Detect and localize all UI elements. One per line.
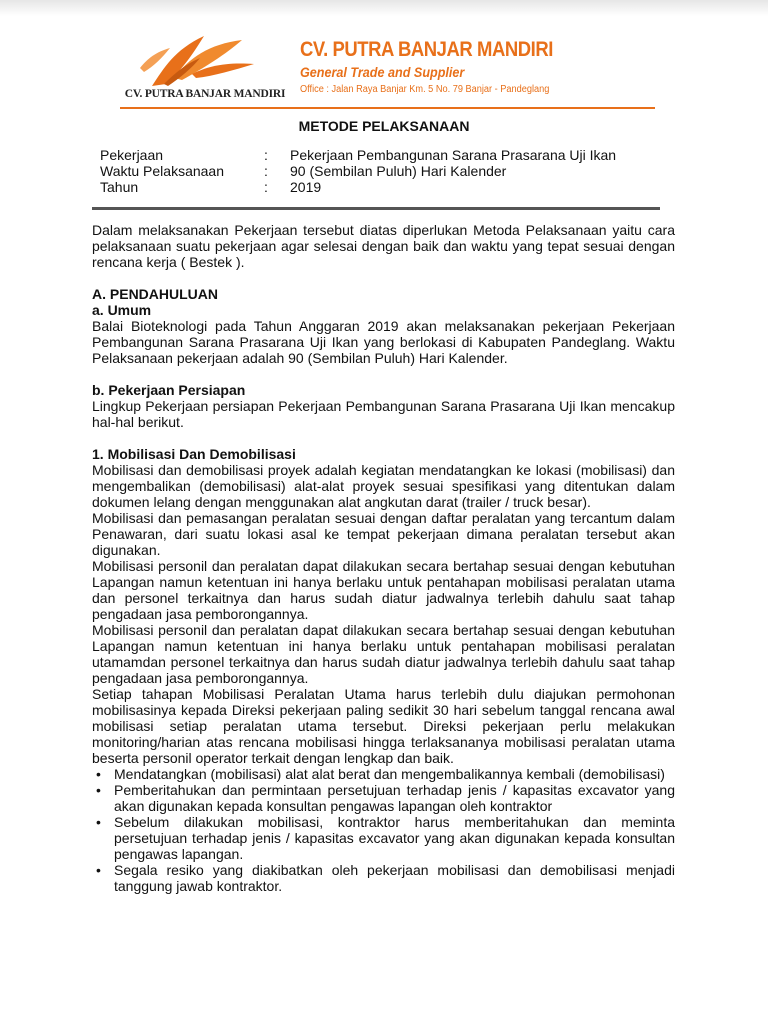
company-name: CV. PUTRA BANJAR MANDIRI <box>300 38 553 61</box>
office-address: Office : Jalan Raya Banjar Km. 5 No. 79 Banjar - Pandeglang <box>300 84 550 95</box>
company-tagline: General Trade and Supplier <box>300 64 465 80</box>
info-colon: : <box>264 163 268 179</box>
info-value: 90 (Sembilan Puluh) Hari Kalender <box>290 163 507 179</box>
mobilisasi-paragraph: Mobilisasi personil dan peralatan dapat dilakukan secara bertahap sesuai dengan kebutuhan Lapangan namun ketentuan ini hanya berlaku untuk pentahapan mobilisasi peralatan utama dan personel terkaitnya dan harus sudah diatur jadwalnya terlebih dahulu saat tahap pengadaan jasa pemborongannya. <box>92 558 675 622</box>
info-label: Tahun <box>100 179 139 195</box>
mobilisasi-paragraph: Mobilisasi dan demobilisasi proyek adalah kegiatan mendatangkan ke lokasi (mobilisasi) dan mengembalikan (demobilisasi) alat-alat proyek sesuai spesifikasi yang ditentukan dalam dokumen lelang dengan menggunakan alat angkutan darat (trailer / truck besar). <box>92 462 675 510</box>
mobilisasi-paragraph: Mobilisasi dan pemasangan peralatan sesuai dengan daftar peralatan yang tercantum dalam Penawaran, dari suatu lokasi asal ke tempat pekerjaan dimana peralatan tersebut akan digunakan. <box>92 510 675 558</box>
logo-caption: CV. PUTRA BANJAR MANDIRI <box>124 88 286 100</box>
info-row-waktu <box>100 163 616 179</box>
subsection-umum-heading: a. Umum <box>92 302 152 318</box>
letterhead-divider <box>120 107 655 109</box>
document-body <box>92 222 675 894</box>
mobilisasi-paragraph: Mobilisasi personil dan peralatan dapat dilakukan secara bertahap sesuai dengan kebutuhan Lapangan namun ketentuan ini hanya berlaku untuk pentahapan mobilisasi peralatan utamamdan personel terkaitnya dan harus sudah diatur jadwalnya terlebih dahulu saat tahap pengadaan jasa pemborongannya. <box>92 622 675 686</box>
project-info <box>100 147 616 195</box>
info-row-pekerjaan <box>100 147 616 163</box>
list-item: • Sebelum dilakukan mobilisasi, kontraktor harus memberitahukan dan meminta persetujuan terhadap jenis / kapasitas excavator yang akan digunakan kepada konsultan pengawas lapangan. <box>92 814 675 862</box>
header-rule <box>92 207 660 210</box>
mobilisasi-paragraph: Setiap tahapan Mobilisasi Peralatan Utama harus terlebih dulu diajukan permohonan mobilisasinya kepada Direksi pekerjaan paling sedikit 30 hari sebelum tanggal rencana awal mobilisasi setiap peralatan utama tersebut. Direksi pekerjaan perlu melakukan monitoring/harian atas rencana mobilisasi hingga terlaksananya mobilisasi peralatan utama beserta personil operator terkait dengan lengkap dan baik. <box>92 686 675 766</box>
subsection-persiapan-text: Lingkup Pekerjaan persiapan Pekerjaan Pembangunan Sarana Prasarana Uji Ikan mencakup hal-hal berikut. <box>92 398 675 430</box>
subsection-umum-text: Balai Bioteknologi pada Tahun Anggaran 2019 akan melaksanakan pekerjaan Pekerjaan Pembangunan Sarana Prasarana Uji Ikan yang berlokasi di Kabupaten Pandeglang. Waktu Pelaksanaan pekerjaan adalah 90 (Sembilan Puluh) Hari Kalender. <box>92 318 675 366</box>
section-a-heading: A. PENDAHULUAN <box>92 286 218 302</box>
info-colon: : <box>264 179 268 195</box>
list-item: • Pemberitahukan dan permintaan persetujuan terhadap jenis / kapasitas excavator yang akan digunakan kepada konsultan pengawas lapangan oleh kontraktor <box>92 782 675 814</box>
leaf-logo-icon <box>134 28 274 90</box>
info-value: 2019 <box>290 179 322 195</box>
info-colon: : <box>264 147 268 163</box>
info-label: Waktu Pelaksanaan <box>100 163 224 179</box>
info-value: Pekerjaan Pembangunan Sarana Prasarana Uji Ikan <box>290 147 617 163</box>
document-title: METODE PELAKSANAAN <box>298 118 470 134</box>
top-shade <box>0 0 768 16</box>
info-label: Pekerjaan <box>100 147 164 163</box>
company-logo <box>120 28 290 108</box>
list-item: • Mendatangkan (mobilisasi) alat alat berat dan mengembalikannya kembali (demobilisasi) <box>92 766 675 782</box>
info-row-tahun <box>100 179 616 195</box>
mobilisasi-bullet-list <box>92 766 675 894</box>
section-1-heading: 1. Mobilisasi Dan Demobilisasi <box>92 446 296 462</box>
subsection-persiapan-heading: b. Pekerjaan Persiapan <box>92 382 246 398</box>
intro-paragraph: Dalam melaksanakan Pekerjaan tersebut diatas diperlukan Metoda Pelaksanaan yaitu cara pelaksanaan suatu pekerjaan agar selesai dengan baik dan waktu yang tepat sesuai dengan rencana kerja ( Bestek ). <box>92 222 675 270</box>
list-item: • Segala resiko yang diakibatkan oleh pekerjaan mobilisasi dan demobilisasi menjadi tanggung jawab kontraktor. <box>92 862 675 894</box>
